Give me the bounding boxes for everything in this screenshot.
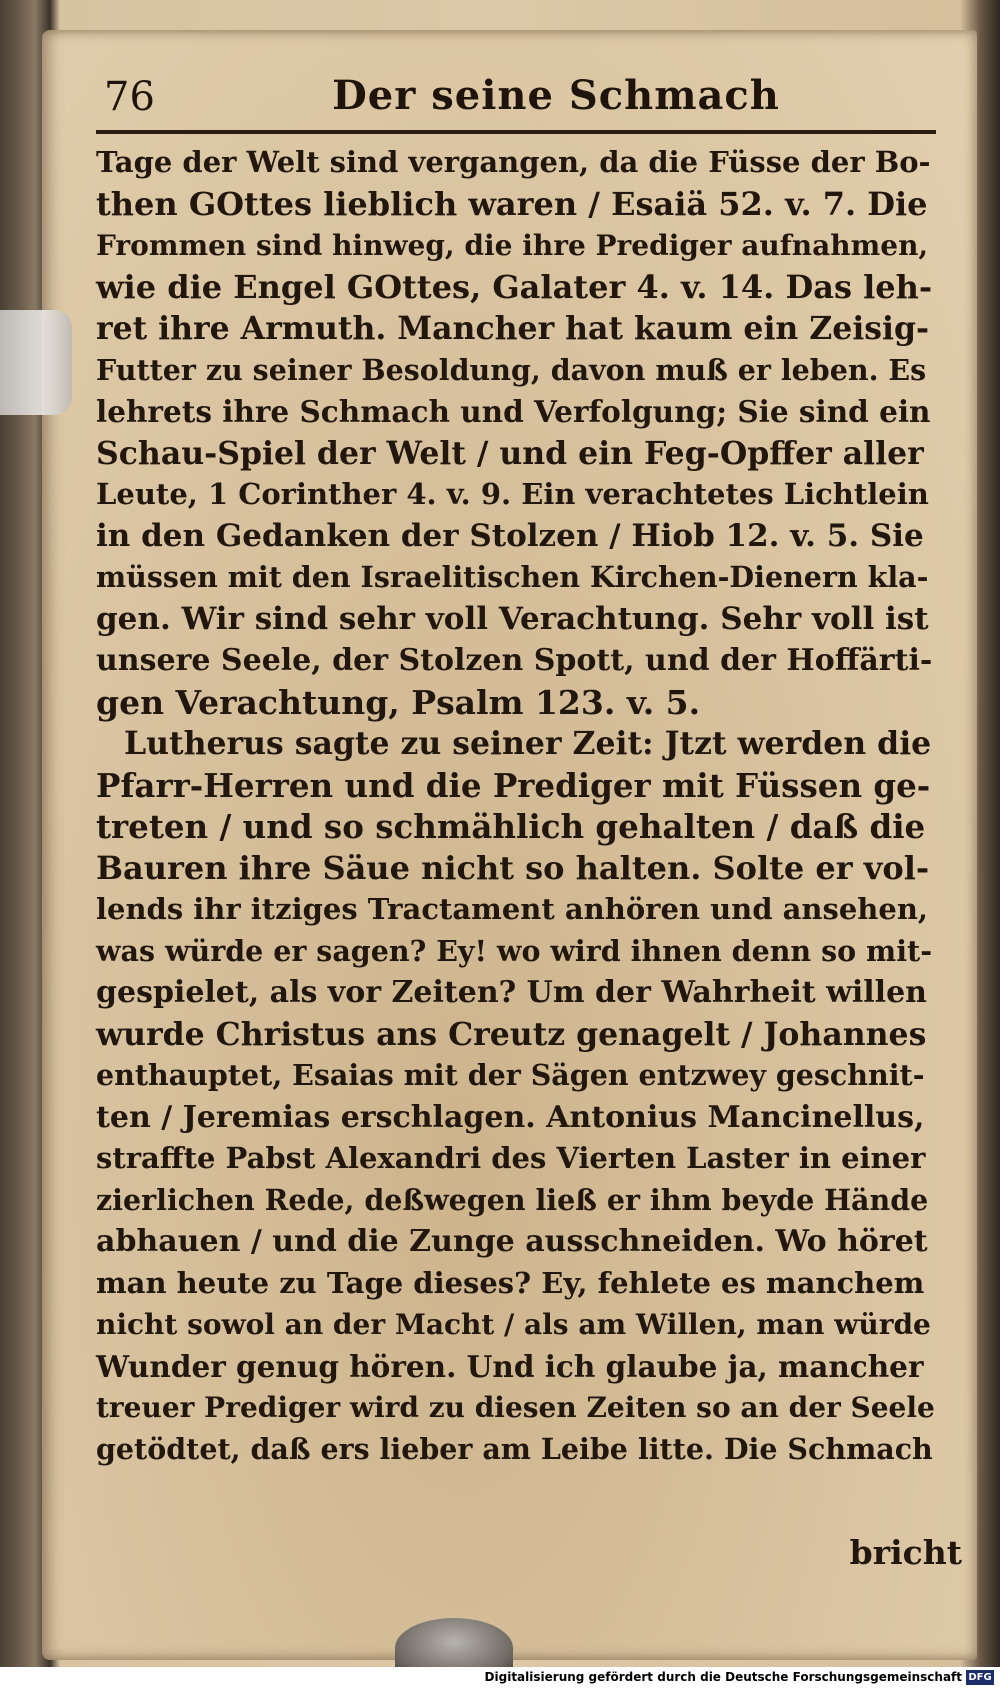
- text-line: getödtet, daß ers lieber am Leibe litte. Die Schmach: [96, 1431, 933, 1466]
- text-line: enthauptet, Esaias mit der Sägen entzwey geschnit-: [96, 1058, 925, 1092]
- text-line: zierlichen Rede, deßwegen ließ er ihm beyde Hände: [96, 1182, 929, 1217]
- text-line: gen. Wir sind sehr voll Verachtung. Sehr voll ist: [96, 600, 929, 637]
- text-line: Pfarr-Herren und die Prediger mit Füssen ge-: [96, 765, 931, 805]
- header-rule: [96, 130, 936, 134]
- text-line: Wunder genug hören. Und ich glaube ja, mancher: [96, 1348, 924, 1384]
- text-line: wie die Engel GOttes, Galater 4. v. 14. Das leh-: [96, 267, 933, 306]
- catchword-container: [850, 1533, 962, 1572]
- text-line: lehrets ihre Schmach und Verfolgung; Sie sind ein: [96, 394, 931, 429]
- text-line: treten / und so schmählich gehalten / daß die: [96, 807, 926, 846]
- text-line: Lutherus sagte zu seiner Zeit: Jtzt werden die: [124, 725, 932, 762]
- text-line: gespielet, als vor Zeiten? Um der Wahrheit willen: [96, 975, 927, 1010]
- digitization-credit: Digitalisierung gefördert durch die Deutsche Forschungsgemeinschaft: [484, 1670, 962, 1684]
- page-header: [96, 70, 936, 130]
- book-clip-left: [0, 310, 72, 415]
- text-line: man heute zu Tage dieses? Ey, fehlete es manchem: [96, 1265, 925, 1300]
- text-line: was würde er sagen? Ey! wo wird ihnen denn so mit-: [96, 933, 933, 968]
- text-line: ret ihre Armuth. Mancher hat kaum ein Zeisig-: [96, 310, 930, 347]
- text-line: müssen mit den Israelitischen Kirchen-Dienern kla-: [96, 560, 929, 594]
- text-line: gen Verachtung, Psalm 123. v. 5.: [96, 682, 701, 722]
- text-line: Frommen sind hinweg, die ihre Prediger aufnahmen,: [96, 229, 929, 262]
- text-line: lends ihr itziges Tractament anhören und ansehen,: [96, 892, 928, 926]
- text-line: in den Gedanken der Stolzen / Hiob 12. v. 5. Sie: [96, 517, 924, 554]
- running-head: Der seine Schmach: [332, 72, 780, 119]
- body-text: [96, 142, 936, 1470]
- text-line: treuer Prediger wird zu diesen Zeiten so an der Seele: [96, 1391, 935, 1424]
- footer-bar: [0, 1667, 1000, 1689]
- text-line: Tage der Welt sind vergangen, da die Füsse der Bo-: [96, 145, 931, 179]
- page-number: 76: [104, 74, 155, 120]
- text-line: Schau-Spiel der Welt / und ein Feg-Opffer aller: [96, 434, 924, 472]
- text-line: ten / Jeremias erschlagen. Antonius Mancinellus,: [96, 1099, 925, 1135]
- text-line: abhauen / und die Zunge ausschneiden. Wo höret: [96, 1224, 928, 1259]
- text-line: Leute, 1 Corinther 4. v. 9. Ein verachtetes Lichtlein: [96, 477, 929, 511]
- text-line: straffte Pabst Alexandri des Vierten Laster in einer: [96, 1141, 926, 1175]
- catchword: bricht: [849, 1533, 962, 1572]
- text-line: then GOttes lieblich waren / Esaiä 52. v. 7. Die: [96, 184, 928, 223]
- text-line: unsere Seele, der Stolzen Spott, und der Hoffärti-: [96, 643, 933, 678]
- text-line: wurde Christus ans Creutz genagelt / Johannes: [96, 1015, 927, 1053]
- dfg-logo-icon: DFG: [966, 1670, 994, 1685]
- text-line: Futter zu seiner Besoldung, davon muß er leben. Es: [96, 352, 927, 387]
- text-line: nicht sowol an der Macht / als am Willen, man würde: [96, 1308, 931, 1341]
- text-line: Bauren ihre Säue nicht so halten. Solte er vol-: [96, 848, 930, 887]
